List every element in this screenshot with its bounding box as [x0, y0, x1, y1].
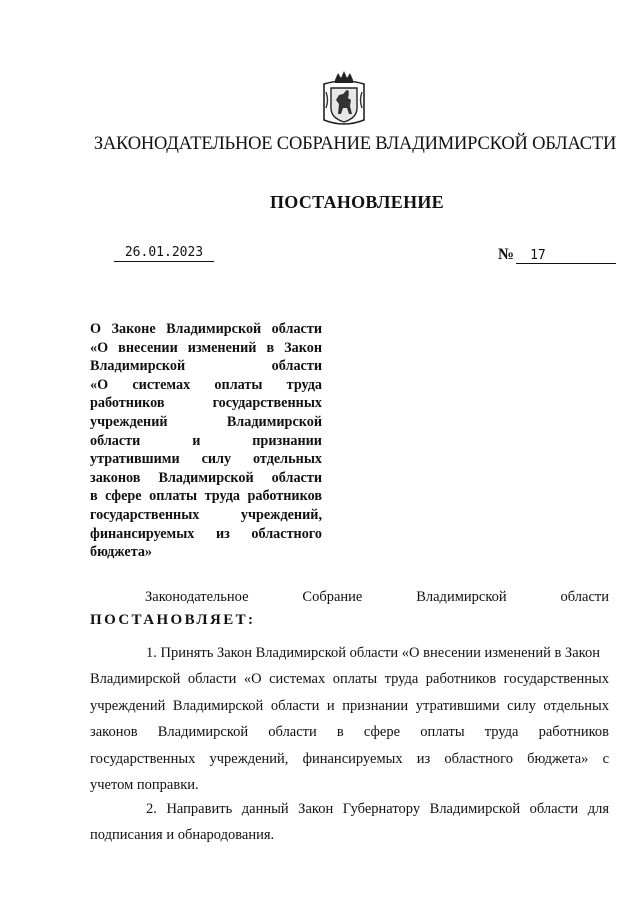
- preamble-word: Собрание: [302, 589, 363, 605]
- paragraph-2: [90, 796, 609, 849]
- paragraph-line: законов Владимирской области в сфере оплаты труда работников: [90, 724, 609, 741]
- preamble: [145, 589, 609, 606]
- paragraph-line: 1. Принять Закон Владимирской области «О внесении изменений в Закон: [146, 645, 600, 661]
- subject-line: законов Владимирской области: [90, 469, 322, 486]
- preamble-word: области: [560, 589, 609, 605]
- subject-line: «О системах оплаты труда: [90, 376, 322, 393]
- paragraph-line: 2. Направить данный Закон Губернатору Владимирской области для: [146, 801, 609, 817]
- subject-line: в сфере оплаты труда работников: [90, 488, 322, 505]
- number-label: №: [498, 246, 515, 263]
- subject-line: финансируемых из областного: [90, 525, 322, 542]
- coat-of-arms-icon: [321, 70, 367, 128]
- subject-line: утратившими силу отдельных: [90, 451, 322, 468]
- subject-line: бюджета»: [90, 544, 153, 561]
- organization-title: ЗАКОНОДАТЕЛЬНОЕ СОБРАНИЕ ВЛАДИМИРСКОЙ ОБЛАСТИ: [93, 134, 617, 154]
- paragraph-line: учреждений Владимирской области и признании утратившими силу отдельных: [90, 697, 609, 714]
- paragraph-1: [90, 640, 609, 798]
- paragraph-line: государственных учреждений, финансируемых из областного бюджета» с: [90, 750, 609, 767]
- paragraph-line: Владимирской области «О системах оплаты труда работников государственных: [90, 671, 609, 688]
- subject-line: «О внесении изменений в Закон: [90, 339, 322, 356]
- document-date: 26.01.2023: [114, 245, 214, 262]
- document-type-title: ПОСТАНОВЛЕНИЕ: [270, 192, 444, 212]
- subject-line: работников государственных: [90, 395, 322, 412]
- document-number: [498, 246, 616, 264]
- preamble-word: Законодательное: [145, 589, 249, 605]
- preamble-word: Владимирской: [416, 589, 507, 605]
- subject-line: области и признании: [90, 432, 322, 449]
- document-subject: [90, 320, 322, 562]
- subject-line: учреждений Владимирской: [90, 413, 322, 430]
- paragraph-line: учетом поправки.: [90, 777, 199, 794]
- paragraph-line: подписания и обнародования.: [90, 827, 275, 844]
- subject-line: государственных учреждений,: [90, 506, 322, 523]
- subject-line: Владимирской области: [90, 358, 322, 375]
- resolves-heading: ПОСТАНОВЛЯЕТ:: [90, 612, 256, 628]
- number-value: 17: [516, 249, 616, 264]
- subject-line: О Законе Владимирской области: [90, 321, 322, 337]
